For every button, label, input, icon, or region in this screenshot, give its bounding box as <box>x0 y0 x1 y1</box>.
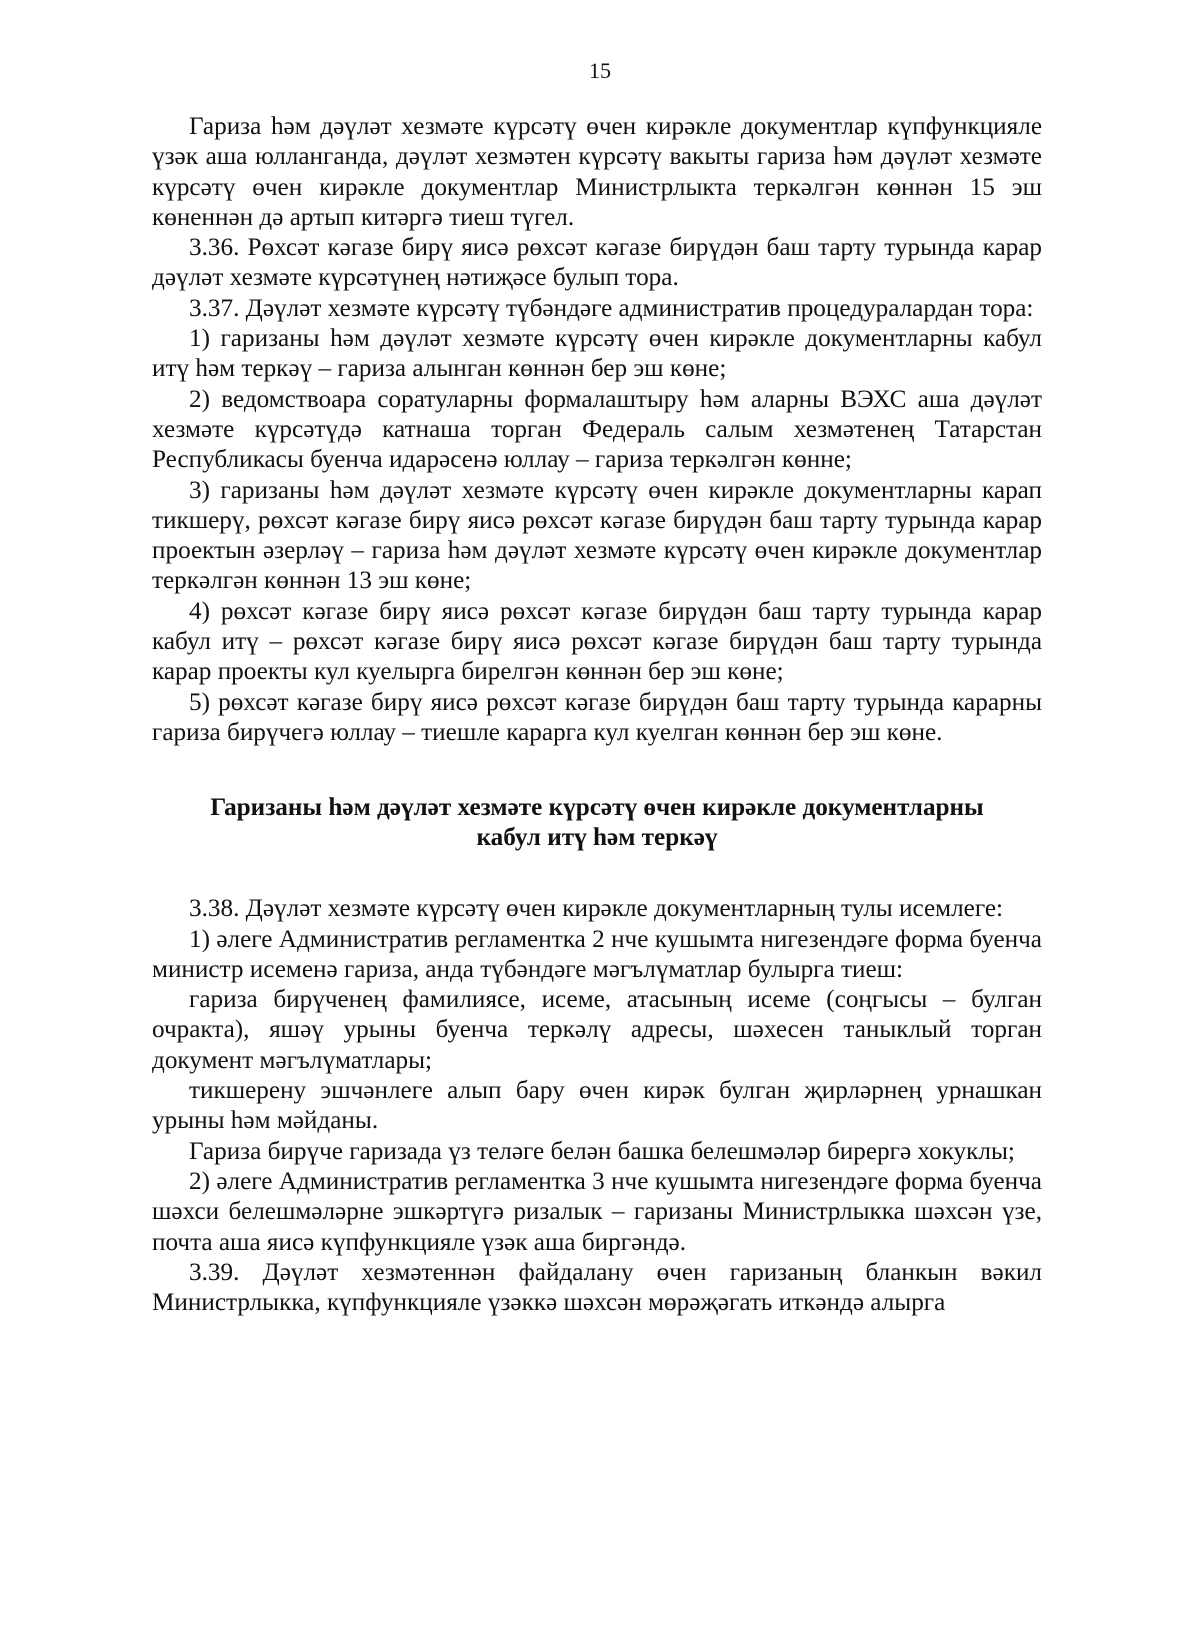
paragraph: 3.39. Дәүләт хезмәтеннән файдалану өчен гаризаның бланкын вәкил Министрлыкка, күпфункцияле үзәккә шәхсән мөрәҗәгать иткәндә алырга <box>152 1258 1042 1317</box>
page-number: 15 <box>589 58 611 83</box>
paragraph: 3.38. Дәүләт хезмәте күрсәтү өчен кирәкле документларның тулы исемлеге: <box>189 895 1004 923</box>
paragraph: Гариза бирүче гаризада үз теләге белән башка белешмәләр бирергә хокуклы; <box>189 1137 1015 1165</box>
list-item: 4) рөхсәт кәгазе бирү яисә рөхсәт кәгазе бирүдән баш тарту турында карар кабул итү – рөхсәт кәгазе бирү яисә рөхсәт кәгазе бирүдән баш тарту турында карар проекты кул куелырга бирелгән көннән бер эш көне; <box>152 597 1042 686</box>
section-heading <box>152 793 1042 853</box>
section-heading-line: кабул итү һәм теркәү <box>476 824 718 852</box>
list-item: 1) гаризаны һәм дәүләт хезмәте күрсәтү өчен кирәкле документларны кабул итү һәм теркәү – гариза алынган көннән бер эш көне; <box>152 325 1042 383</box>
list-item: 1) әлеге Административ регламентка 2 нче кушымта нигезендәге форма буенча министр исеменә гариза, анда түбәндәге мәгълүматлар булырга тиеш: <box>152 925 1042 983</box>
paragraph: гариза бирүченең фамилиясе, исеме, атасының исеме (соңгысы – булган очракта), яшәү урыны буенча теркәлү адресы, шәхесен таныклый торган документ мәгълүматлары; <box>152 986 1042 1074</box>
section-heading-line: Гаризаны һәм дәүләт хезмәте күрсәтү өчен кирәкле документларны <box>210 794 984 822</box>
paragraph: тикшерену эшчәнлеге алып бару өчен кирәк булган җирләрнең урнашкан урыны һәм мәйданы. <box>152 1077 1042 1135</box>
list-item: 2) ведомствоара соратуларны формалаштыру һәм аларны ВЭХС аша дәүләт хезмәте күрсәтүдә катнаша торган Федераль салым хезмәтенең Татарстан Республикасы буенча идарәсенә юллау – гариза теркәлгән көнне; <box>152 385 1042 474</box>
document-body <box>152 112 1042 1318</box>
list-item: 2) әлеге Административ регламентка 3 нче кушымта нигезендәге форма буенча шәхси белешмәләрне эшкәртүгә ризалык – гаризаны Министрлыкка шәхсән үзе, почта аша яисә күпфункцияле үзәк аша биргәндә. <box>152 1167 1042 1256</box>
list-item: 5) рөхсәт кәгазе бирү яисә рөхсәт кәгазе бирүдән баш тарту турында карарны гариза бирүчегә юллау – тиешле карарга кул куелган көннән бер эш көне. <box>152 688 1042 746</box>
paragraph: 3.37. Дәүләт хезмәте күрсәтү түбәндәге административ процедуралардан тора: <box>189 294 1034 322</box>
paragraph: Гариза һәм дәүләт хезмәте күрсәтү өчен кирәкле документлар күпфункцияле үзәк аша юлланганда, дәүләт хезмәтен күрсәтү вакыты гариза һәм дәүләт хезмәте күрсәтү өчен кирәкле документлар Министрлыкта теркәлгән көннән 15 эш көненнән дә артып китәргә тиеш түгел. <box>152 113 1042 231</box>
list-item: 3) гаризаны һәм дәүләт хезмәте күрсәтү өчен кирәкле документларны карап тикшерү, рөхсәт кәгазе бирү яисә рөхсәт кәгазе бирүдән баш тарту турында карар проектын әзерләү – гариза һәм дәүләт хезмәте күрсәтү өчен кирәкле документлар теркәлгән көннән 13 эш көне; <box>152 476 1042 595</box>
paragraph: 3.36. Рөхсәт кәгазе бирү яисә рөхсәт кәгазе бирүдән баш тарту турында карар дәүләт хезмәте күрсәтүнең нәтиҗәсе булып тора. <box>152 234 1042 292</box>
